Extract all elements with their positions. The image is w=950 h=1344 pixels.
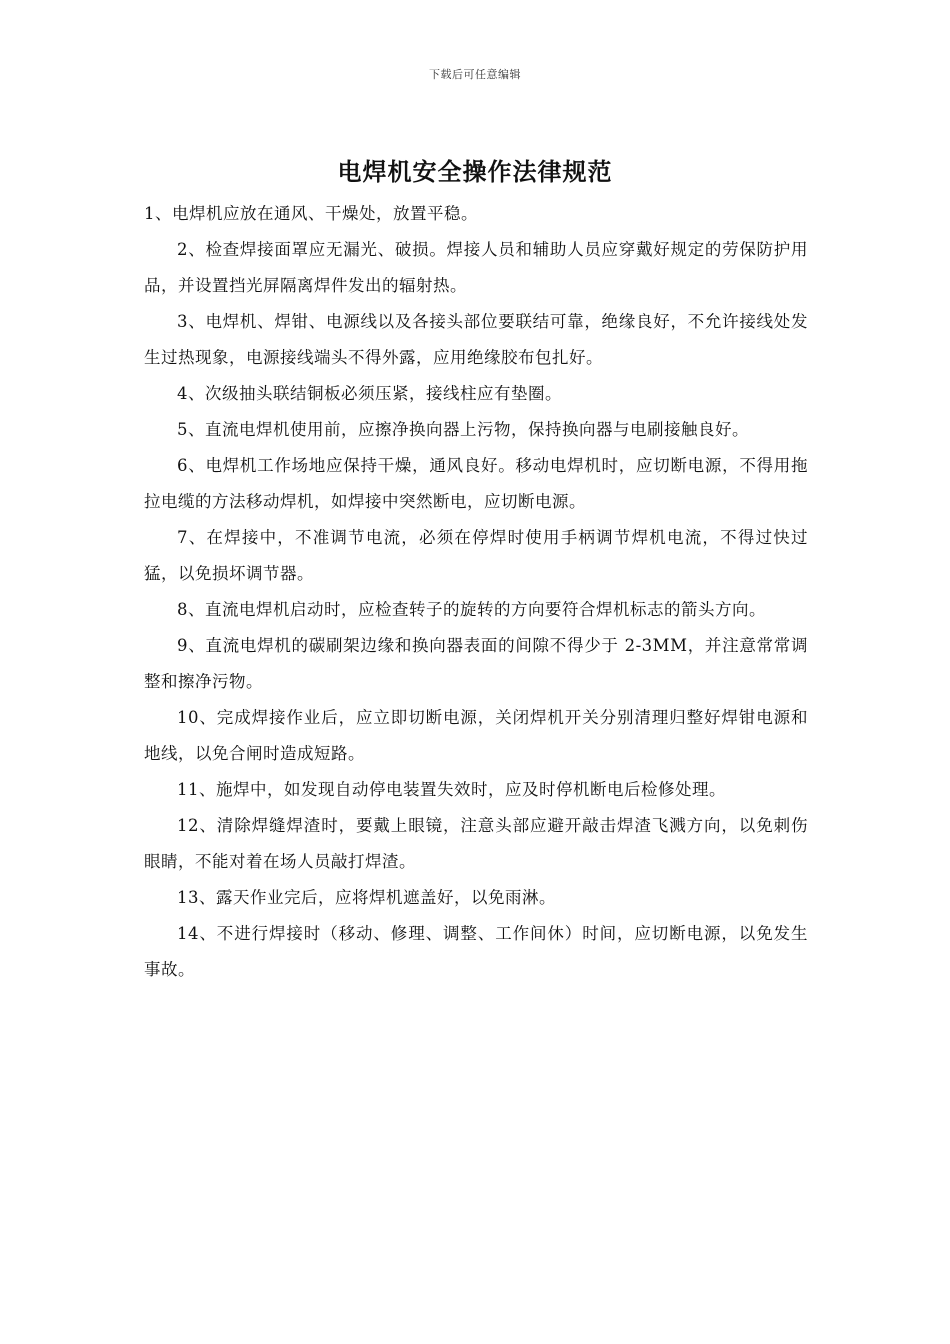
rule-paragraph-8: 8、直流电焊机启动时，应检查转子的旋转的方向要符合焊机标志的箭头方向。 (177, 600, 766, 619)
rule-paragraph-2: 2、检查焊接面罩应无漏光、破损。焊接人员和辅助人员应穿戴好规定的劳保防护用品，并设置挡光屏隔离焊件发出的辐射热。 (144, 240, 808, 295)
rule-paragraph-7: 7、在焊接中，不准调节电流，必须在停焊时使用手柄调节焊机电流，不得过快过猛，以免损坏调节器。 (144, 528, 808, 583)
rule-paragraph-14: 14、不进行焊接时（移动、修理、调整、工作间休）时间，应切断电源，以免发生事故。 (144, 924, 808, 979)
rule-paragraph-5: 5、直流电焊机使用前，应擦净换向器上污物，保持换向器与电刷接触良好。 (177, 420, 749, 439)
rule-paragraph-10: 10、完成焊接作业后，应立即切断电源，关闭焊机开关分别清理归整好焊钳电源和地线，以免合闸时造成短路。 (144, 708, 808, 763)
header-note: 下载后可任意编辑 (429, 68, 521, 81)
rule-paragraph-6: 6、电焊机工作场地应保持干燥，通风良好。移动电焊机时，应切断电源，不得用拖拉电缆的方法移动焊机，如焊接中突然断电，应切断电源。 (144, 456, 808, 511)
document-title: 电焊机安全操作法律规范 (337, 157, 613, 186)
rule-paragraph-1: 1、电焊机应放在通风、干燥处，放置平稳。 (144, 204, 478, 223)
rule-paragraph-3: 3、电焊机、焊钳、电源线以及各接头部位要联结可靠，绝缘良好，不允许接线处发生过热现象，电源接线端头不得外露，应用绝缘胶布包扎好。 (144, 312, 808, 367)
document-body (144, 196, 808, 988)
rule-paragraph-9: 9、直流电焊机的碳刷架边缘和换向器表面的间隙不得少于 2-3MM，并注意常常调整和擦净污物。 (144, 636, 808, 691)
rule-paragraph-12: 12、清除焊缝焊渣时，要戴上眼镜，注意头部应避开敲击焊渣飞溅方向，以免刺伤眼睛，不能对着在场人员敲打焊渣。 (144, 816, 808, 871)
rule-paragraph-4: 4、次级抽头联结铜板必须压紧，接线柱应有垫圈。 (177, 384, 562, 403)
rule-paragraph-11: 11、施焊中，如发现自动停电装置失效时，应及时停机断电后检修处理。 (177, 780, 726, 799)
rule-paragraph-13: 13、露天作业完后，应将焊机遮盖好，以免雨淋。 (177, 888, 556, 907)
